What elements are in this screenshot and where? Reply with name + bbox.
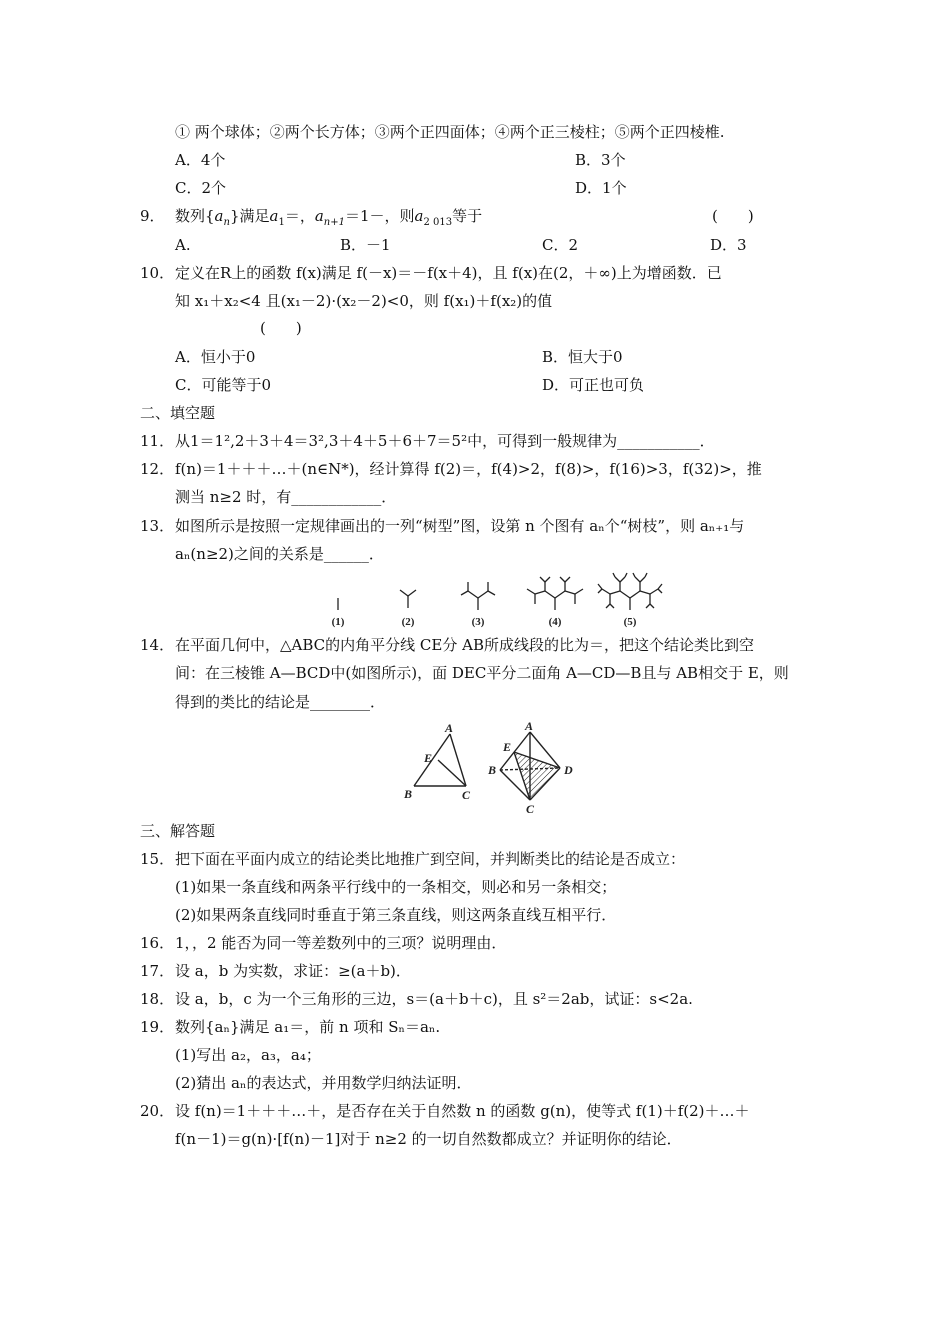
tet-label-c: C (526, 802, 535, 816)
q20-number: 20． (140, 1102, 175, 1120)
geometry-figure (400, 718, 590, 816)
tree-label-2: (2) (401, 616, 415, 628)
q14-number: 14． (140, 636, 175, 654)
q10-line-1: 定义在R上的函数 f(x)满足 f(－x)＝－f(x＋4)，且 f(x)在(2，＋∞)上为增函数．已 (175, 264, 722, 282)
tri-label-a: A (445, 721, 454, 735)
q9-stem: 数列$\{a_n\}$满足$a_1=$，$a_{n+1}=1-$，则$a_{2 013}$等于 (175, 207, 483, 228)
q10-option-b: B．恒大于0 (542, 348, 623, 366)
q20-line-1: 设 f(n)＝1＋＋＋…＋，是否存在关于自然数 n 的函数 g(n)，使等式 f(1)＋f(2)＋…＋ (175, 1102, 750, 1120)
q14-line-2: 间：在三棱锥 A—BCD中(如图所示)，面 DEC平分二面角 A—CD—B且与 AB相交于 E，则 (175, 664, 789, 682)
q15-sub-2: (2)如果两条直线同时垂直于第三条直线，则这两条直线互相平行． (175, 906, 617, 924)
q9-option-b: B．－1 (340, 236, 391, 254)
tree-label-3: (3) (471, 616, 485, 628)
q13-line-1: 如图所示是按照一定规律画出的一列“树型”图，设第 n 个图有 aₙ个“树枝”，则 aₙ₊₁与 (175, 517, 745, 535)
q10-answer-paren: ( ) (260, 319, 302, 337)
tet-label-b: B (488, 763, 497, 777)
q20-line-2: f(n－1)＝g(n)·[f(n)－1]对于 n≥2 的一切自然数都成立？并证明你的结论． (175, 1130, 682, 1148)
q19-line-1: 数列{aₙ}满足 a₁＝，前 n 项和 Sₙ＝aₙ. (175, 1018, 441, 1036)
q8-option-d: D．1个 (575, 179, 627, 197)
q17-number: 17． (140, 962, 175, 980)
q10-line-2: 知 x₁＋x₂<4 且(x₁－2)·(x₂－2)<0，则 f(x₁)＋f(x₂)的值 (175, 292, 553, 310)
q18-text: 设 a，b，c 为一个三角形的三边，s＝(a＋b＋c)，且 s²＝2ab，试证：s<2a. (175, 990, 693, 1008)
q17-text: 设 a，b 为实数，求证：≥(a＋b)． (175, 962, 411, 980)
q9-answer-paren: ( ) (712, 207, 754, 225)
q14-line-1: 在平面几何中，△ABC的内角平分线 CE分 AB所成线段的比为＝，把这个结论类比到空 (175, 636, 754, 654)
q19-number: 19． (140, 1018, 175, 1036)
q18-number: 18． (140, 990, 175, 1008)
q12-number: 12． (140, 460, 175, 478)
q10-number: 10． (140, 264, 175, 282)
tree-label-5: (5) (623, 616, 637, 628)
section-solve-heading: 三、解答题 (140, 822, 216, 840)
triangle-abc (414, 734, 466, 786)
tree-4 (527, 577, 583, 610)
q8-options-line: ① 两个球体；②两个长方体；③两个正四面体；④两个正三棱柱；⑤两个正四棱椎. (175, 123, 725, 141)
q10-option-d: D．可正也可负 (542, 376, 645, 394)
q10-option-c: C．可能等于0 (175, 376, 272, 394)
q14-line-3: 得到的类比的结论是________． (175, 693, 386, 711)
tree-label-1: (1) (331, 616, 345, 628)
q13-number: 13． (140, 517, 175, 535)
tri-label-e: E (424, 751, 433, 765)
section-fill-in-heading: 二、填空题 (140, 404, 216, 422)
tree-label-4: (4) (548, 616, 562, 628)
q15-sub-1: (1)如果一条直线和两条平行线中的一条相交，则必和另一条相交； (175, 878, 617, 896)
q15-line-1: 把下面在平面内成立的结论类比地推广到空间，并判断类比的结论是否成立： (175, 850, 686, 868)
q19-sub-2: (2)猜出 aₙ的表达式，并用数学归纳法证明． (175, 1074, 472, 1092)
tet-label-e: E (503, 740, 512, 754)
tree-2 (400, 590, 416, 608)
q12-line-2: 测当 n≥2 时，有____________． (175, 488, 397, 506)
tree-figure (320, 570, 670, 630)
tri-label-b: B (404, 787, 413, 801)
tree-5 (598, 573, 662, 610)
tri-label-c: C (462, 788, 471, 802)
q9-option-a: A. (175, 236, 191, 254)
q8-option-b: B．3个 (575, 151, 626, 169)
tet-label-d: D (564, 763, 573, 777)
q9-number: 9． (140, 207, 165, 225)
q9-option-c: C．2 (542, 236, 579, 254)
q16-number: 16． (140, 934, 175, 952)
tet-label-a: A (525, 719, 534, 733)
q16-text: 1，，2 能否为同一等差数列中的三项？说明理由． (175, 934, 507, 952)
q11-number: 11． (140, 432, 175, 450)
q15-number: 15． (140, 850, 175, 868)
q11-text: 从1＝1²,2＋3＋4＝3²,3＋4＋5＋6＋7＝5²中，可得到一般规律为___________． (175, 432, 715, 450)
q8-option-c: C．2个 (175, 179, 227, 197)
q8-option-a: A．4个 (175, 151, 226, 169)
q19-sub-1: (1)写出 a₂，a₃，a₄； (175, 1046, 321, 1064)
q9-option-d: D．3 (710, 236, 747, 254)
q12-line-1: f(n)＝1＋＋＋…＋(n∈N*)，经计算得 f(2)＝，f(4)>2，f(8)>，f(16)>3，f(32)>，推 (175, 460, 762, 478)
q13-line-2: aₙ(n≥2)之间的关系是______． (175, 545, 384, 563)
q10-option-a: A．恒小于0 (175, 348, 256, 366)
tree-3 (461, 582, 495, 610)
